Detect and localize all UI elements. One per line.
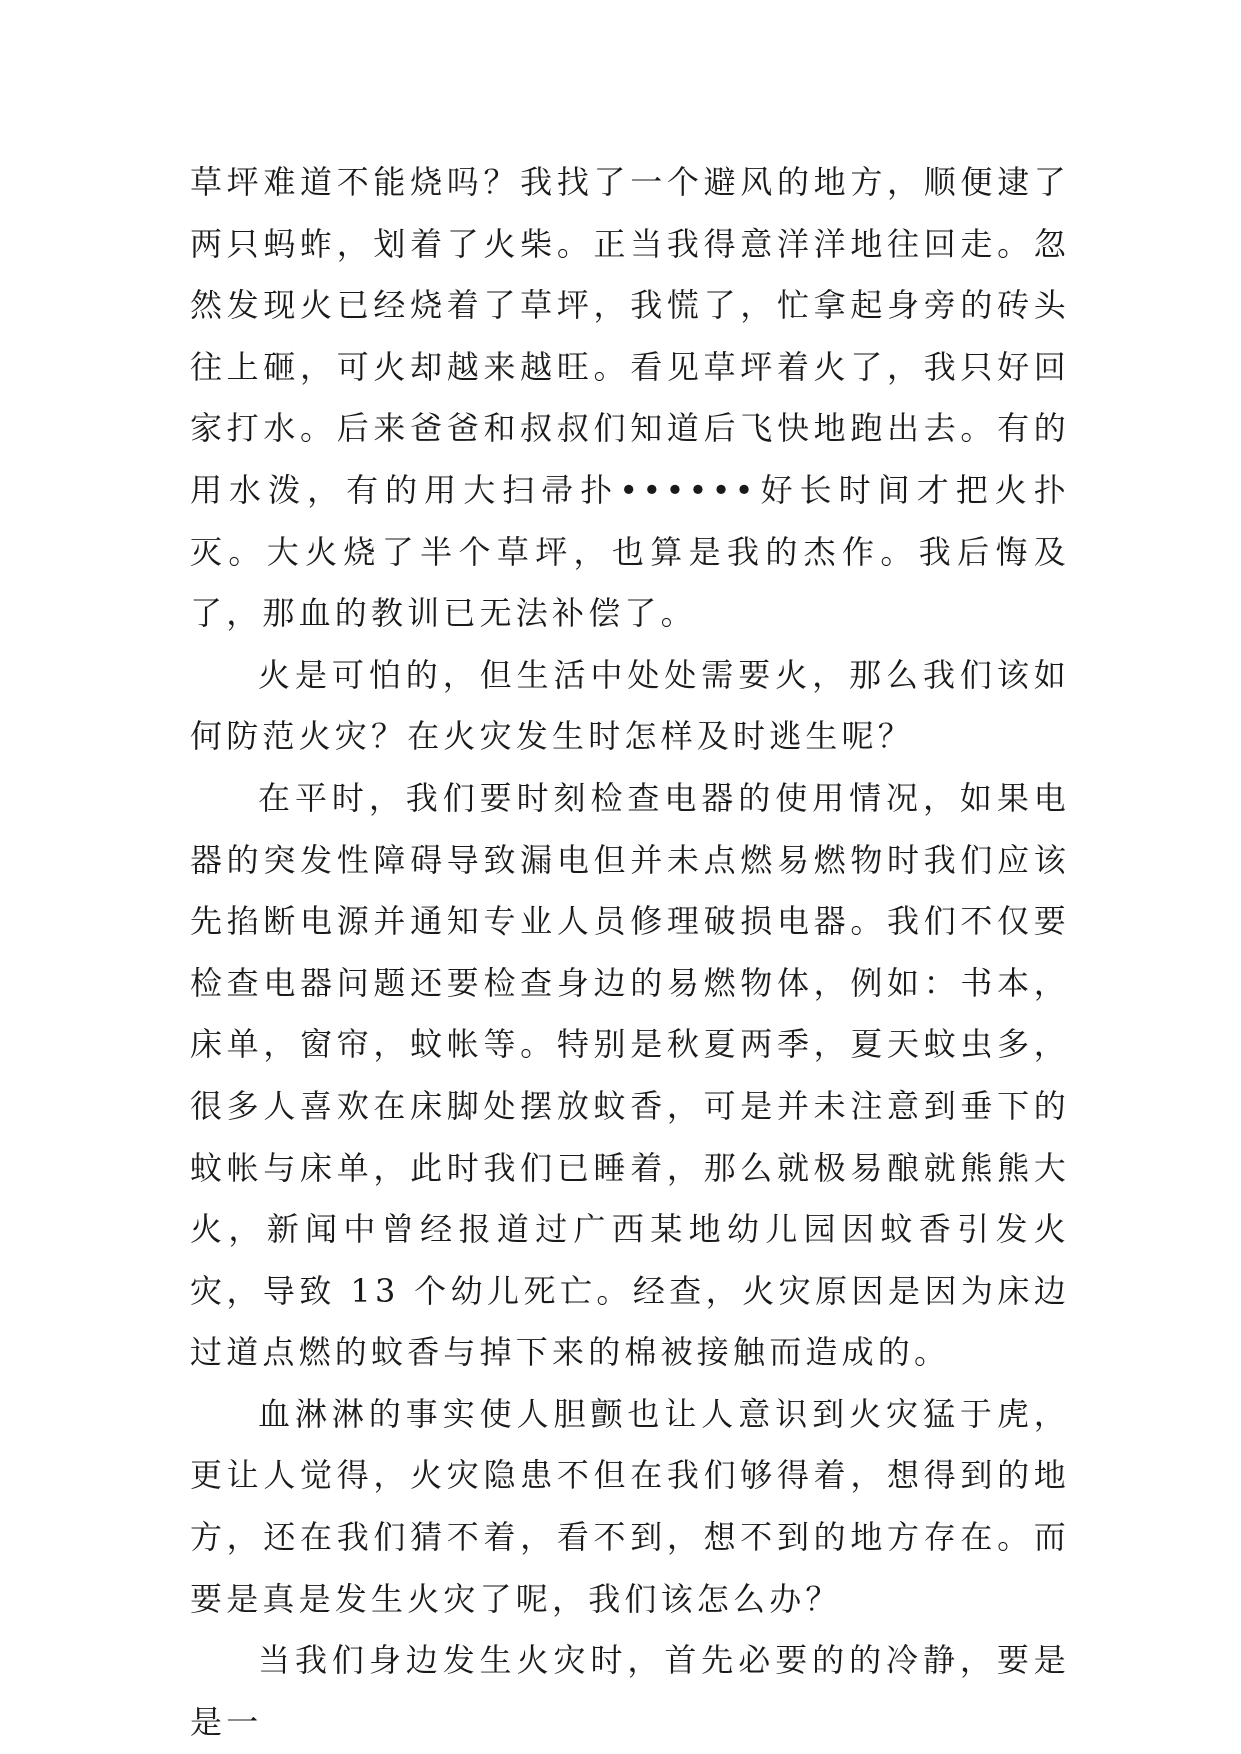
- paragraph: 火是可怕的，但生活中处处需要火，那么我们该如何防范火灾？在火灾发生时怎样及时逃生呢？: [190, 655, 1070, 756]
- paragraph: 血淋淋的事实使人胆颤也让人意识到火灾猛于虎，更让人觉得，火灾隐患不但在我们够得着，想得到的地方，还在我们猜不着，看不到，想不到的地方存在。而要是真是发生火灾了呢，我们该怎么办？: [190, 1394, 1070, 1618]
- paragraph: 在平时，我们要时刻检查电器的使用情况，如果电器的突发性障碍导致漏电但并未点燃易燃物时我们应该先掐断电源并通知专业人员修理破损电器。我们不仅要检查电器问题还要检查身边的易燃物体，例如：书本，床单，窗帘，蚊帐等。特别是秋夏两季，夏天蚊虫多，很多人喜欢在床脚处摆放蚊香，可是并未注意到垂下的蚊帐与床单，此时我们已睡着，那么就极易酿就熊熊大火，新闻中曾经报道过广西某地幼儿园因蚊香引发火灾，导致 13 个幼儿死亡。经查，火灾原因是因为床边过道点燃的蚊香与掉下来的棉被接触而造成的。: [190, 778, 1070, 1372]
- document-body: [190, 152, 1070, 1753]
- paragraph: 当我们身边发生火灾时，首先必要的的冷静，要是是一: [190, 1641, 1070, 1741]
- paragraph-continued: 草坪难道不能烧吗？我找了一个避风的地方，顺便逮了两只蚂蚱，划着了火柴。正当我得意洋洋地往回走。忽然发现火已经烧着了草坪，我慌了，忙拿起身旁的砖头往上砸，可火却越来越旺。看见草坪着火了，我只好回家打水。后来爸爸和叔叔们知道后飞快地跑出去。有的用水泼，有的用大扫帚扑••••••好长时间才把火扑灭。大火烧了半个草坪，也算是我的杰作。我后悔及了，那血的教训已无法补偿了。: [190, 163, 1070, 633]
